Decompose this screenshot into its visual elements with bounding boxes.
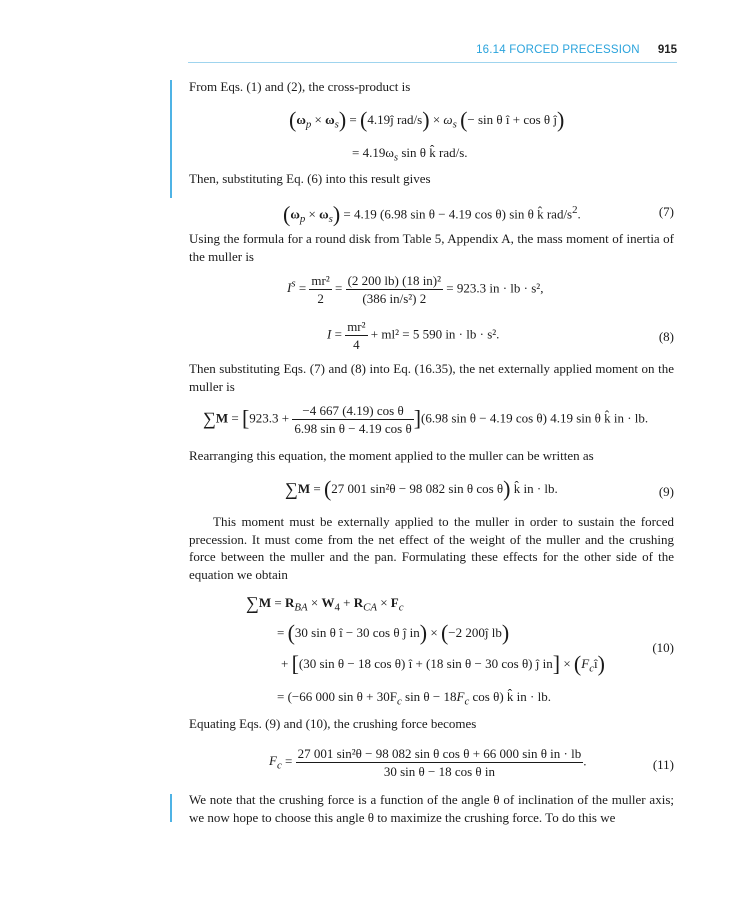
inertia-frac-2-num: (2 200 lb) (18 in)² <box>347 273 442 288</box>
page-number: 915 <box>657 44 677 56</box>
direction-vector: − sin θ î + cos θ ĵ <box>467 112 557 127</box>
margin-bar-bottom <box>170 794 172 822</box>
eq8-frac <box>345 318 367 353</box>
inertia-equation: $I^s$ = $\frac{\text{mr²}}{2}$ = $\frac{\text{(2 200 lb) (18 in)²}}{\text{(386 in/s²) 2}}$ = 923.3 in · lb · s², <box>287 273 544 306</box>
eq10-r-ba: 30 sin θ î − 30 cos θ ĵ in <box>294 625 420 640</box>
eq8-frac-den: 4 <box>353 337 360 352</box>
cross-product-result-tail: sin θ k̂ rad/s. <box>401 145 468 160</box>
eq11-frac-num: 27 001 sin²θ − 98 082 sin θ cos θ + 66 000 sin θ in · lb <box>297 746 582 761</box>
eq10-weight: −2 200ĵ lb <box>448 625 502 640</box>
inertia-frac-1-num: mr² <box>311 273 330 288</box>
paragraph-3: Using the formula for a round disk from Table 5, Appendix A, the mass moment of inertia of the muller is <box>189 231 674 264</box>
omega-p-value: 4.19ĵ rad/s <box>367 112 423 127</box>
eq10-number: (10) <box>652 640 674 655</box>
equation-10-line-2: = (30 sin θ î − 30 cos θ ĵ in) × (−2 200ĵ lb) <box>277 620 510 645</box>
eq9-number: (9) <box>658 484 674 499</box>
inertia-result: = 923.3 in · lb · s², <box>446 280 544 296</box>
eq8-frac-num: mr² <box>347 319 366 334</box>
net-moment-lead: 923.3 + <box>249 410 290 426</box>
paragraph-2: Then, substituting Eq. (6) into this result gives <box>189 171 431 186</box>
header-rule <box>188 62 677 63</box>
equation-8: I = $\frac{\text{mr²}}{4}$ + ml² = 5 590 in · lb · s². <box>327 319 500 352</box>
eq11-frac-den: 30 sin θ − 18 cos θ in <box>383 764 495 779</box>
paragraph-8: We note that the crushing force is a function of the angle θ of inclination of the muller axis; we now hope to choose this angle θ to maximize the crushing force. To do this we <box>189 792 674 825</box>
inertia-frac-1-den: 2 <box>317 291 324 306</box>
cross-product-line-1: $(\omega_p \times \omega_s)$ = (4.19ĵ $rad/s) \times \omega_s$ (− sin θ î + cos θ ĵ) <box>289 107 565 132</box>
eq9-inner: 27 001 sin²θ − 98 082 sin θ cos θ <box>331 481 504 496</box>
eq10-r-symbol: R <box>284 595 295 610</box>
net-moment-equation: ∑M = [923.3 + $\frac{\text{−4 667 (4.19) cos θ}}{\text{6.98 sin θ − 4.19 cos θ}}$ ](6.98 sin θ − 4.19 cos θ) 4.19 sin θ k̂ in · lb. <box>203 403 649 436</box>
paragraph-6: This moment must be externally applied to the muller in order to sustain the forced precession. It must come from the net effect of the weight of the muller and the crushing force between the muller and the pan. Formulating these effects for the other side of the equation we obtain <box>189 514 674 582</box>
eq11-frac <box>296 745 584 780</box>
equation-10-line-1: $\sum M = R_{BA} \times W_4 + R_{CA} \times F_c$ <box>246 593 404 614</box>
eq10-r-ca: (30 sin θ − 18 cos θ) î + (18 sin θ − 30 cos θ) ĵ in <box>298 656 553 671</box>
paragraph-5: Rearranging this equation, the moment applied to the muller can be written as <box>189 448 594 463</box>
eq11-number: (11) <box>652 757 674 772</box>
section-title: 16.14 FORCED PRECESSION <box>476 44 640 56</box>
net-moment-frac-num: −4 667 (4.19) cos θ <box>292 402 413 420</box>
margin-bar-top <box>170 80 172 198</box>
inertia-frac-2-den: (386 in/s²) 2 <box>362 291 427 306</box>
equation-9: ∑M = (27 001 sin²θ − 98 082 sin θ cos θ) k̂ in · lb. <box>285 476 558 501</box>
equation-10-line-4: = (−66 000 $\sin \theta + 30F_c$ $\sin \theta - 18F_c$ cos θ) k̂ in · lb. <box>277 689 551 708</box>
eq7-rhs: = 4.19 (6.98 sin θ − 4.19 cos θ) sin θ k̂ rad/s <box>343 206 573 222</box>
equation-7: $(\omega_p \times \omega_s) = 4.19$ (6.98 sin θ − 4.19 cos θ) sin θ k̂ rad/$s^2$. <box>283 201 581 227</box>
cross-product-result-lead: = 4.19ω <box>352 145 394 160</box>
cross-product-line-2: = $4.19\omega_s$ sin θ k̂ rad/s. <box>352 145 468 164</box>
eq7-number: (7) <box>658 204 674 219</box>
paragraph-7: Equating Eqs. (9) and (10), the crushing force becomes <box>189 716 477 731</box>
eq10-result-lead: = (−66 000 sin θ + 30F <box>277 689 397 704</box>
paragraph-4: Then substituting Eqs. (7) and (8) into Eq. (16.35), the net externally applied moment on the muller is <box>189 361 674 394</box>
equation-11: $F_c$ = $\frac{\text{27 001 sin²θ − 98 082 sin θ cos θ + 66 000 sin θ in · lb}}{\text{30 sin θ − 18 cos θ in}}$ . <box>269 746 587 779</box>
net-moment-frac-den: 6.98 sin θ − 4.19 cos θ <box>294 421 412 436</box>
eq8-tail: + ml² = 5 590 in · lb · s². <box>370 326 500 342</box>
eq8-number: (8) <box>658 329 674 344</box>
net-moment-tail: (6.98 sin θ − 4.19 cos θ) 4.19 sin θ k̂ in · lb. <box>421 410 649 426</box>
inertia-frac-1 <box>309 272 331 307</box>
eq9-tail: k̂ in · lb. <box>513 481 558 496</box>
net-moment-frac <box>292 402 413 437</box>
inertia-frac-2 <box>346 272 443 307</box>
paragraph-1: From Eqs. (1) and (2), the cross-product is <box>189 79 411 94</box>
equation-10-line-3: + [(30 sin θ − 18 cos θ) î + (18 sin θ − 30 cos θ) ĵ $in] \times (F_cî)$ <box>281 651 605 676</box>
